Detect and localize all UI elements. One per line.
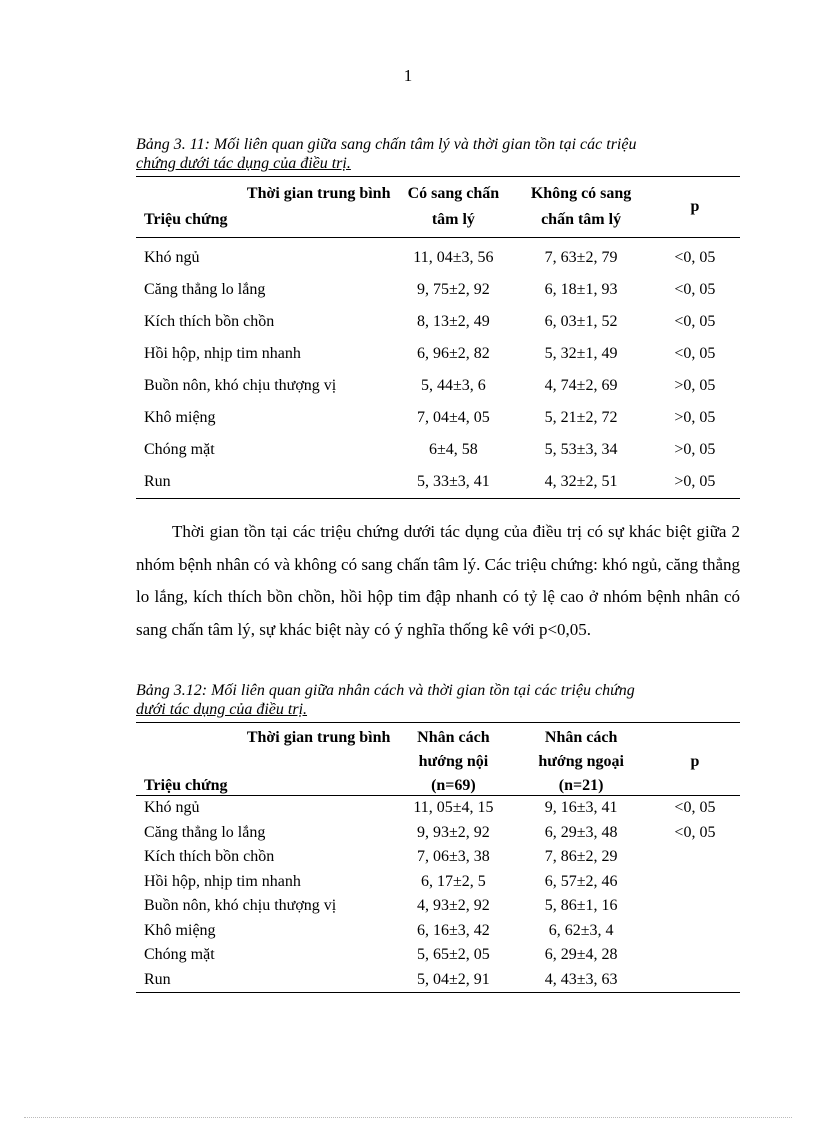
table2-empty-head <box>650 771 740 796</box>
value-cell: 6, 62±3, 4 <box>548 921 614 939</box>
table2-corner-top: Thời gian trung bình <box>246 729 391 746</box>
table1-col2-top: Không có sang <box>530 185 632 202</box>
page-number: 1 <box>403 66 413 85</box>
table2-caption <box>136 681 742 719</box>
p-cell: >0, 05 <box>674 377 716 394</box>
table2-col1-l3: (n=69) <box>431 777 476 794</box>
p-cell: <0, 05 <box>674 799 716 817</box>
symptom-cell: Kích thích bồn chồn <box>144 313 275 330</box>
table1-col2-bottom: chấn tâm lý <box>541 211 622 228</box>
value-cell: 7, 86±2, 29 <box>544 848 618 866</box>
p-cell <box>650 919 740 944</box>
value-cell: 11, 05±4, 15 <box>413 799 494 817</box>
symptom-cell: Khô miệng <box>144 921 216 939</box>
table2-col2-l3: (n=21) <box>558 777 604 794</box>
table2-empty-head <box>650 723 740 748</box>
table-row <box>136 274 740 306</box>
symptom-cell: Khó ngủ <box>144 249 200 266</box>
value-cell: 6, 29±3, 48 <box>544 823 618 841</box>
table2-col-p: p <box>690 753 700 770</box>
p-cell: >0, 05 <box>674 473 716 490</box>
value-cell: 8, 13±2, 49 <box>417 313 490 330</box>
value-cell: 6, 03±1, 52 <box>544 313 618 330</box>
value-cell: 9, 16±3, 41 <box>544 799 618 817</box>
p-cell: <0, 05 <box>674 313 716 330</box>
table2 <box>136 722 740 993</box>
value-cell: 11, 04±3, 56 <box>413 249 494 266</box>
value-cell: 5, 33±3, 41 <box>417 473 490 490</box>
value-cell: 6, 57±2, 46 <box>544 872 618 890</box>
table2-empty-head <box>136 747 394 771</box>
value-cell: 4, 32±2, 51 <box>544 473 618 490</box>
value-cell: 5, 44±3, 6 <box>421 377 486 394</box>
table-row <box>136 238 740 275</box>
value-cell: 7, 04±4, 05 <box>417 409 490 426</box>
p-cell: <0, 05 <box>674 281 716 298</box>
value-cell: 7, 63±2, 79 <box>544 249 618 266</box>
table-row <box>136 894 740 919</box>
table1-col-p: p <box>690 198 700 215</box>
symptom-cell: Căng thẳng lo lắng <box>144 281 266 298</box>
table-row <box>136 845 740 870</box>
table2-col2-l2: hướng ngoại <box>538 753 624 770</box>
symptom-cell: Hồi hộp, nhịp tim nhanh <box>144 345 301 362</box>
table-row <box>136 919 740 944</box>
p-cell: >0, 05 <box>674 441 716 458</box>
p-cell <box>650 845 740 870</box>
table-row <box>136 306 740 338</box>
footer-divider <box>24 1117 792 1118</box>
value-cell: 5, 53±3, 34 <box>544 441 618 458</box>
table-row <box>136 466 740 499</box>
table-row <box>136 943 740 968</box>
p-cell: >0, 05 <box>674 409 716 426</box>
value-cell: 6, 18±1, 93 <box>544 281 618 298</box>
value-cell: 4, 74±2, 69 <box>544 377 618 394</box>
value-cell: 6, 16±3, 42 <box>417 921 490 939</box>
p-cell: <0, 05 <box>674 823 716 841</box>
table-row <box>136 370 740 402</box>
value-cell: 5, 04±2, 91 <box>417 970 490 988</box>
value-cell: 6±4, 58 <box>429 441 478 458</box>
symptom-cell: Buồn nôn, khó chịu thượng vị <box>144 897 337 915</box>
table1-caption-line1: Bảng 3. 11: Mối liên quan giữa sang chấn tâm lý và thời gian tồn tại các triệu <box>136 136 637 153</box>
p-cell: <0, 05 <box>674 249 716 266</box>
value-cell: 5, 65±2, 05 <box>417 946 490 964</box>
table2-col2-l1: Nhân cách <box>544 729 618 746</box>
table1-col1-bottom: tâm lý <box>431 211 475 228</box>
symptom-cell: Kích thích bồn chồn <box>144 848 275 866</box>
value-cell: 5, 86±1, 16 <box>544 897 618 915</box>
value-cell: 4, 43±3, 63 <box>544 970 618 988</box>
value-cell: 6, 17±2, 5 <box>421 872 486 890</box>
table1-col1-top: Có sang chấn <box>407 185 500 202</box>
value-cell: 9, 75±2, 92 <box>417 281 490 298</box>
table-row <box>136 402 740 434</box>
table1-caption <box>136 135 742 173</box>
symptom-cell: Căng thẳng lo lắng <box>144 823 266 841</box>
symptom-cell: Hồi hộp, nhịp tim nhanh <box>144 872 301 890</box>
table-row <box>136 968 740 993</box>
value-cell: 6, 29±4, 28 <box>544 946 618 964</box>
symptom-cell: Khó ngủ <box>144 799 200 817</box>
symptom-cell: Khô miệng <box>144 409 216 426</box>
table2-caption-line2: dưới tác dụng của điều trị. <box>136 701 308 718</box>
value-cell: 6, 96±2, 82 <box>417 345 490 362</box>
table2-col1-l2: hướng nội <box>418 753 489 770</box>
table-row <box>136 870 740 895</box>
table-row <box>136 338 740 370</box>
value-cell: 5, 21±2, 72 <box>544 409 618 426</box>
table-row <box>136 434 740 466</box>
symptom-cell: Chóng mặt <box>144 946 215 964</box>
p-cell <box>650 968 740 993</box>
value-cell: 4, 93±2, 92 <box>417 897 490 915</box>
value-cell: 7, 06±3, 38 <box>417 848 490 866</box>
table1 <box>136 176 740 499</box>
body-paragraph <box>136 516 740 646</box>
symptom-cell: Chóng mặt <box>144 441 215 458</box>
table1-corner-top: Thời gian trung bình <box>246 185 391 202</box>
value-cell: 5, 32±1, 49 <box>544 345 618 362</box>
table2-corner-bottom: Triệu chứng <box>144 777 228 794</box>
p-cell <box>650 894 740 919</box>
table1-corner-bottom: Triệu chứng <box>144 211 228 228</box>
symptom-cell: Buồn nôn, khó chịu thượng vị <box>144 377 337 394</box>
symptom-cell: Run <box>144 970 171 988</box>
value-cell: 9, 93±2, 92 <box>417 823 490 841</box>
table-row <box>136 821 740 846</box>
paragraph-text: Thời gian tồn tại các triệu chứng dưới tác dụng của điều trị có sự khác biệt giữa 2 nhóm bệnh nhân có và không có sang chấn tâm lý. Các triệu chứng: khó ngủ, căng thẳng lo lắng, kích thích bồn chồn, hồi hộp tim đập nhanh có tỷ lệ cao ở nhóm bệnh nhân có sang chấn tâm lý, sự khác biệt này có ý nghĩa thống kê với p<0,05. <box>136 522 740 639</box>
table1-caption-line2: chứng dưới tác dụng của điều trị. <box>136 155 351 172</box>
p-cell <box>650 870 740 895</box>
p-cell <box>650 943 740 968</box>
table2-caption-line1: Bảng 3.12: Mối liên quan giữa nhân cách và thời gian tồn tại các triệu chứng <box>136 682 635 699</box>
table-row <box>136 796 740 821</box>
table2-col1-l1: Nhân cách <box>417 729 490 746</box>
symptom-cell: Run <box>144 473 171 490</box>
p-cell: <0, 05 <box>674 345 716 362</box>
